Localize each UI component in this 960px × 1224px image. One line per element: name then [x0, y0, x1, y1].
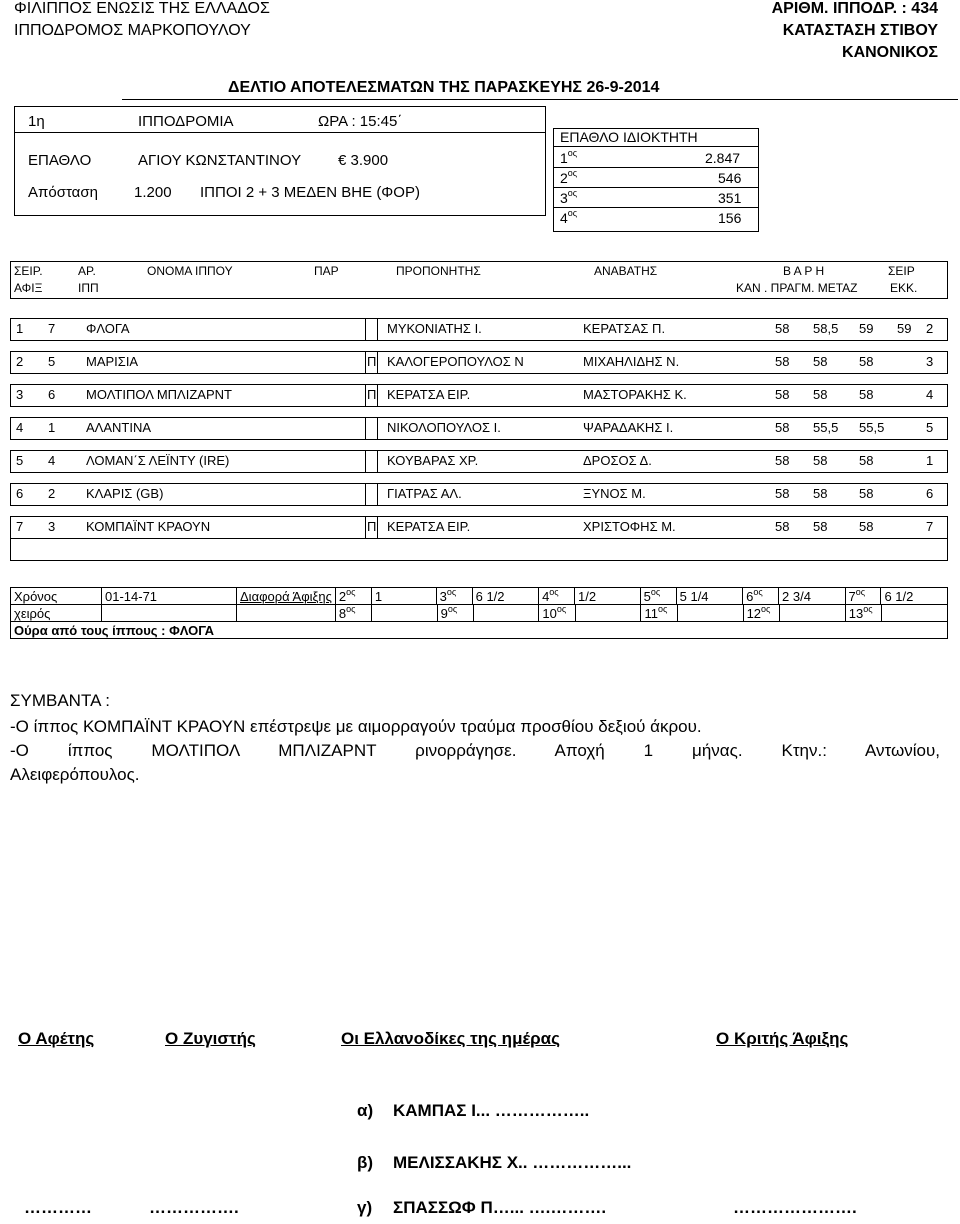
cell-jockey: ΨΑΡΑΔΑΚΗΣ Ι. — [583, 420, 674, 435]
diff-value — [372, 605, 438, 621]
cell-trainer: ΚΕΡΑΤΣΑ ΕΙΡ. — [387, 387, 471, 402]
place-suffix: ος — [567, 188, 578, 198]
diff-value — [678, 605, 744, 621]
col-par: ΠΑΡ — [314, 264, 339, 278]
times-table — [10, 587, 948, 639]
cell-name: ΜΑΡΙΣΙΑ — [86, 354, 139, 369]
signer-name: ΣΠΑΣΣΩΦ Π…... ….………. — [393, 1198, 607, 1217]
place-suffix: ος — [567, 148, 578, 158]
signer-name: ΚΑΜΠΑΣ Ι... …………….. — [393, 1101, 590, 1120]
col-num-sub: ΙΠΠ — [78, 281, 99, 295]
diff-place: $13^{o\varsigma}$ — [845, 605, 882, 621]
title-rule — [122, 99, 958, 100]
diff-place: $6^{o\varsigma}$ — [743, 588, 779, 604]
cell-trainer: ΝΙΚΟΛΟΠΟΥΛΟΣ Ι. — [387, 420, 501, 435]
left-dots: ………… — [24, 1198, 92, 1217]
owner-prize-amount: 351 — [718, 190, 742, 206]
hand-value — [102, 605, 237, 622]
row-divider — [365, 450, 366, 473]
time-label: Χρόνος — [11, 588, 102, 605]
times-row — [11, 588, 948, 605]
owner-prize-title: ΕΠΑΘΛΟ ΙΔΙΟΚΤΗΤΗ — [560, 129, 698, 145]
cell-num: 5 — [48, 354, 56, 369]
row-divider — [365, 351, 366, 374]
col-horse-name: ΟΝΟΜΑ ΙΠΠΟΥ — [147, 264, 233, 278]
bulletin-title: ΔΕΛΤΙΟ ΑΠΟΤΕΛΕΣΜΑΤΩΝ ΤΗΣ ΠΑΡΑΣΚΕΥΗΣ 26-9-2014 — [228, 79, 660, 96]
hand-blank — [237, 605, 336, 622]
cell-name: ΚΟΜΠΑΪΝΤ ΚΡΑΟΥΝ — [86, 519, 211, 534]
federation-name: ΦΙΛΙΠΠΟΣ ΕΝΩΣΙΣ ΤΗΣ ΕΛΛΑΔΟΣ — [14, 0, 270, 17]
cell-num: 6 — [48, 387, 56, 402]
incident-line: -Ο ίππος ΚΟΜΠΑΪΝΤ ΚΡΑΟΥΝ επέστρεψε με αιμορραγούν τραύμα προσθίου δεξιού άκρου. — [10, 717, 702, 736]
row-divider — [365, 516, 366, 539]
cell-pos: 4 — [16, 420, 24, 435]
col-num: ΑΡ. — [78, 264, 96, 278]
diff-value: 6 1/2 — [472, 588, 538, 604]
race-info-divider — [14, 132, 546, 133]
diff-value — [473, 605, 539, 621]
cell-kan: 58 — [775, 519, 790, 534]
cell-pragm: 55,5 — [813, 420, 839, 435]
race-number: 1η — [28, 113, 45, 130]
row-divider — [377, 417, 378, 440]
col-start-sub: ΕΚΚ. — [890, 281, 918, 295]
row-divider — [377, 450, 378, 473]
place-number: 2 — [560, 170, 568, 186]
cell-trainer: ΜΥΚΟΝΙΑΤΗΣ Ι. — [387, 321, 482, 336]
cell-metaz: 58 — [859, 453, 874, 468]
cell-trainer: ΚΟΥΒΑΡΑΣ ΧΡ. — [387, 453, 479, 468]
cell-pos: 2 — [16, 354, 24, 369]
signer-label: α) — [357, 1101, 374, 1120]
cell-pragm: 58 — [813, 387, 828, 402]
incident-line: -Ο ίππος ΜΟΛΤΙΠΟΛ ΜΠΛΙΖΑΡΝΤ ρινορράγησε. Αποχή 1 μήνας. Κτην.: Αντωνίου, — [10, 741, 940, 760]
cell-par: Π — [367, 354, 377, 369]
cell-trainer: ΚΕΡΑΤΣΑ ΕΙΡ. — [387, 519, 471, 534]
owner-prize-place — [560, 190, 577, 206]
cell-metaz: 58 — [859, 486, 874, 501]
official-judge: Ο Κριτής Άφιξης — [716, 1029, 849, 1048]
cell-kan: 58 — [775, 486, 790, 501]
empty-row — [10, 538, 948, 561]
cell-num: 3 — [48, 519, 56, 534]
cell-metaz: 55,5 — [859, 420, 885, 435]
diff-place: $2^{o\varsigma}$ — [336, 588, 371, 604]
owner-prize-divider — [553, 146, 759, 147]
diff-place: $7^{o\varsigma}$ — [845, 588, 881, 604]
prize-name: ΑΓΙΟΥ ΚΩΝΣΤΑΝΤΙΝΟΥ — [138, 152, 302, 169]
row-divider — [365, 483, 366, 506]
cell-trainer: ΓΙΑΤΡΑΣ ΑΛ. — [387, 486, 462, 501]
cell-name: ΑΛΑΝΤΙΝΑ — [86, 420, 152, 435]
cell-name: ΜΟΛΤΙΠΟΛ ΜΠΛΙΖΑΡΝΤ — [86, 387, 232, 402]
distance-value: 1.200 — [134, 184, 172, 201]
track-condition-value: ΚΑΝΟΝΙΚΟΣ — [842, 44, 938, 61]
owner-prize-amount: 2.847 — [705, 150, 741, 166]
cell-pos: 6 — [16, 486, 24, 501]
track-condition-label: ΚΑΤΑΣΤΑΣΗ ΣΤΙΒΟΥ — [782, 22, 938, 39]
diff-place: $3^{o\varsigma}$ — [436, 588, 472, 604]
col-trainer: ΠΡΟΠΟΝΗΤΗΣ — [396, 264, 481, 278]
diff-place: $8^{o\varsigma}$ — [336, 605, 372, 621]
cell-name: ΦΛΟΓΑ — [86, 321, 130, 336]
cell-start: 3 — [926, 354, 934, 369]
signer-name: ΜΕΛΙΣΣΑΚΗΣ Χ.. ……………... — [393, 1153, 632, 1172]
diff-value — [882, 605, 947, 621]
prize-label: ΕΠΑΘΛΟ — [28, 152, 92, 169]
place-number: 4 — [560, 210, 568, 226]
official-weigher: Ο Ζυγιστής — [165, 1029, 256, 1048]
left-dots: ……………. — [149, 1198, 239, 1217]
cell-start: 7 — [926, 519, 934, 534]
cell-par: Π — [367, 519, 377, 534]
cell-pragm: 58 — [813, 486, 828, 501]
row-divider — [377, 384, 378, 407]
owner-prize-divider — [553, 167, 759, 168]
diffs-row-2 — [335, 605, 947, 622]
diff-value: 2 3/4 — [779, 588, 845, 604]
race-label: ΙΠΠΟΔΡΟΜΙΑ — [138, 113, 234, 130]
row-divider — [377, 351, 378, 374]
tail-text: Ούρα από τους ίππους : ΦΛΟΓΑ — [11, 622, 948, 639]
official-starter: Ο Αφέτης — [18, 1029, 95, 1048]
cell-start: 1 — [926, 453, 934, 468]
cell-pragm: 58,5 — [813, 321, 839, 336]
col-start: ΣΕΙΡ — [888, 264, 915, 278]
cell-jockey: ΞΥΝΟΣ Μ. — [583, 486, 646, 501]
cell-metaz: 58 — [859, 387, 874, 402]
cell-par: Π — [367, 387, 377, 402]
diff-value — [575, 605, 641, 621]
cell-pragm: 58 — [813, 519, 828, 534]
cell-start: 6 — [926, 486, 934, 501]
diff-label: Διαφορά Άφιξης — [237, 588, 336, 605]
cell-name: ΛΟΜΑΝ΄Σ ΛΕΪΝΤΥ (IRE) — [86, 453, 230, 468]
right-dots: …………………. — [733, 1198, 857, 1217]
time-value: 01-14-71 — [102, 588, 237, 605]
cell-start: 2 — [926, 321, 934, 336]
diff-place: $9^{o\varsigma}$ — [437, 605, 473, 621]
cell-pos: 7 — [16, 519, 24, 534]
cell-kan: 58 — [775, 354, 790, 369]
diff-place: $12^{o\varsigma}$ — [743, 605, 780, 621]
cell-pos: 3 — [16, 387, 24, 402]
cell-kan: 58 — [775, 453, 790, 468]
owner-prize-amount: 546 — [718, 170, 742, 186]
row-divider — [377, 318, 378, 341]
place-suffix: ος — [567, 168, 578, 178]
distance-label: Απόσταση — [28, 184, 98, 201]
diff-value: 1 — [371, 588, 436, 604]
diff-value: 6 1/2 — [884, 588, 914, 604]
cell-pragm: 58 — [813, 354, 828, 369]
diff-place: $11^{o\varsigma}$ — [641, 605, 678, 621]
diff-value — [780, 605, 846, 621]
row-divider — [365, 318, 366, 341]
times-row — [11, 622, 948, 639]
official-stewards: Οι Ελλανοδίκες της ημέρας — [341, 1029, 560, 1048]
col-jockey: ΑΝΑΒΑΤΗΣ — [594, 264, 658, 278]
owner-prize-divider — [553, 187, 759, 188]
cell-name: ΚΛΑΡΙΣ (GB) — [86, 486, 164, 501]
cell-num: 7 — [48, 321, 56, 336]
cell-jockey: ΜΙΧΑΗΛΙΔΗΣ Ν. — [583, 354, 680, 369]
cell-metaz: 58 — [859, 519, 874, 534]
owner-prize-divider — [553, 207, 759, 208]
cell-metaz: 58 — [859, 354, 874, 369]
cell-kan: 58 — [775, 321, 790, 336]
cell-jockey: ΔΡΟΣΟΣ Δ. — [583, 453, 652, 468]
cell-jockey: ΧΡΙΣΤΟΦΗΣ Μ. — [583, 519, 676, 534]
cell-num: 1 — [48, 420, 56, 435]
cell-num: 2 — [48, 486, 56, 501]
col-weights: Β Α Ρ Η — [783, 264, 825, 278]
times-row — [11, 605, 948, 622]
place-number: 1 — [560, 150, 568, 166]
col-pos-sub: ΑΦΙΞ — [14, 281, 43, 295]
col-weights-sub: ΚΑΝ . ΠΡΑΓΜ. ΜΕΤΑΖ — [736, 281, 858, 295]
signer-label: β) — [357, 1153, 374, 1172]
hand-label: χειρός — [11, 605, 102, 622]
race-conditions: ΙΠΠΟΙ 2 + 3 ΜΕΔΕΝ ΒΗΕ (ΦΟΡ) — [200, 184, 420, 201]
cell-pos: 5 — [16, 453, 24, 468]
diff-value: 5 1/4 — [676, 588, 742, 604]
diff-value: 1/2 — [575, 588, 641, 604]
cell-metaz: 59 — [859, 321, 874, 336]
diffs-row-1 — [335, 588, 947, 605]
cell-pragm: 58 — [813, 453, 828, 468]
row-divider — [365, 384, 366, 407]
signer-label: γ) — [357, 1198, 373, 1217]
cell-ekk: 59 — [897, 321, 912, 336]
cell-jockey: ΚΕΡΑΤΣΑΣ Π. — [583, 321, 666, 336]
owner-prize-amount: 156 — [718, 210, 742, 226]
diff-place: $10^{o\varsigma}$ — [539, 605, 576, 621]
place-number: 3 — [560, 190, 568, 206]
racecourse-name: ΙΠΠΟΔΡΟΜΟΣ ΜΑΡΚΟΠΟΥΛΟΥ — [14, 22, 251, 39]
diff-place: $5^{o\varsigma}$ — [640, 588, 676, 604]
cell-jockey: ΜΑΣΤΟΡΑΚΗΣ Κ. — [583, 387, 687, 402]
row-divider — [377, 483, 378, 506]
cell-kan: 58 — [775, 387, 790, 402]
race-time: ΩΡΑ : 15:45΄ — [318, 113, 403, 130]
prize-amount: € 3.900 — [338, 152, 389, 169]
racecourse-number: ΑΡΙΘΜ. ΙΠΠΟΔΡ. : 434 — [771, 0, 938, 17]
cell-kan: 58 — [775, 420, 790, 435]
cell-start: 4 — [926, 387, 934, 402]
incident-line: Αλειφερόπουλος. — [10, 765, 140, 784]
incidents-title: ΣΥΜΒΑΝΤΑ : — [10, 691, 110, 710]
diff-place: $4^{o\varsigma}$ — [539, 588, 575, 604]
cell-num: 4 — [48, 453, 56, 468]
cell-pos: 1 — [16, 321, 24, 336]
owner-prize-place — [560, 170, 577, 186]
owner-prize-place — [560, 210, 577, 226]
place-suffix: ος — [567, 208, 578, 218]
cell-trainer: ΚΑΛΟΓΕΡΟΠΟΥΛΟΣ Ν — [387, 354, 524, 369]
row-divider — [377, 516, 378, 539]
owner-prize-place — [560, 150, 577, 166]
row-divider — [365, 417, 366, 440]
cell-start: 5 — [926, 420, 934, 435]
col-pos: ΣΕΙΡ. — [14, 264, 43, 278]
